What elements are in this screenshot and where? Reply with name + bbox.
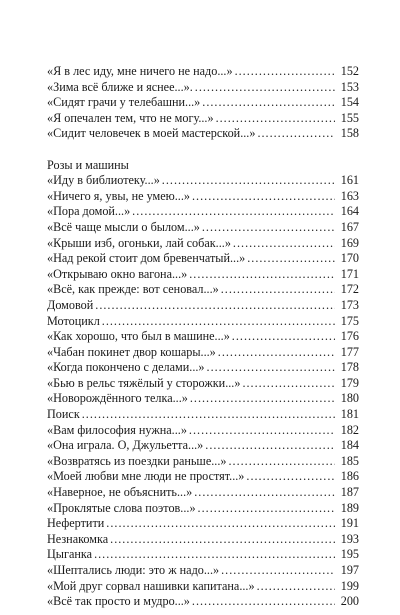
toc-entry-page: 191	[340, 516, 359, 531]
toc-entry	[47, 189, 359, 205]
toc-entry-title: Нефертити	[47, 516, 105, 531]
toc-entry-page: 167	[340, 219, 359, 234]
toc-entry-page: 187	[340, 485, 359, 500]
dot-leader	[106, 516, 335, 532]
toc-entry-title: «Она играла. О, Джульетта...»	[47, 438, 204, 453]
toc-entry-page: 153	[340, 79, 359, 94]
toc-entry-title: «Я в лес иду, мне ничего не надо...»	[47, 64, 233, 78]
dot-leader	[257, 126, 335, 142]
toc-entry	[47, 204, 359, 220]
toc-entry	[47, 236, 359, 252]
toc-entry-title: Цыганка	[47, 547, 93, 562]
toc-entry-page: 158	[340, 126, 359, 141]
toc-entry-title: «Наверное, не объяснить...»	[47, 485, 193, 500]
toc-entry	[47, 407, 359, 423]
toc-entry-title: «Вам философия нужна...»	[47, 422, 187, 437]
dot-leader	[205, 438, 335, 454]
dot-leader	[132, 204, 335, 220]
toc-entry	[47, 391, 359, 407]
toc-entry-title: «Крыши изб, огоньки, лай собак...»	[47, 235, 231, 250]
toc-entry-title: «Пора домой...»	[47, 204, 131, 219]
dot-leader	[257, 579, 335, 595]
section-title: Розы и машины	[47, 157, 129, 172]
toc-entry	[47, 95, 359, 111]
dot-leader	[246, 469, 335, 485]
dot-leader	[82, 407, 335, 423]
toc-entry-page: 173	[340, 297, 359, 312]
toc-entry	[47, 64, 359, 80]
toc-entry-title: «Шептались люди: это ж надо...»	[47, 563, 220, 577]
toc-entry-page: 180	[340, 391, 359, 406]
toc-entry-page: 169	[340, 235, 359, 250]
dot-leader	[192, 594, 335, 610]
dot-leader	[218, 345, 335, 361]
toc-entry-page: 200	[340, 594, 359, 609]
toc-entry	[47, 438, 359, 454]
dot-leader	[221, 563, 335, 579]
toc-entry-title: «Сидит человечек в моей мастерской...»	[47, 126, 256, 141]
dot-leader	[221, 282, 335, 298]
dot-leader	[202, 95, 335, 111]
toc-entry-page: 154	[340, 95, 359, 110]
toc-entry-title: «Иду в библиотеку...»	[47, 173, 160, 188]
dot-leader	[207, 360, 335, 376]
dot-leader	[216, 111, 335, 127]
toc-entry-page: 170	[340, 251, 359, 266]
toc-entry-title: «Всё так просто и мудро...»	[47, 594, 190, 609]
toc-entry-title: «Новорождённого телка...»	[47, 391, 188, 406]
toc-entry-page: 171	[340, 266, 359, 281]
toc-entry-title: «Я опечален тем, что не могу...»	[47, 110, 214, 125]
dot-leader	[202, 220, 335, 236]
toc-entry	[47, 298, 359, 314]
dot-leader	[162, 173, 335, 189]
toc-entry-page: 161	[340, 173, 359, 188]
dot-leader	[189, 267, 335, 283]
toc-entry-page: 193	[340, 531, 359, 546]
toc-entry-page: 164	[340, 204, 359, 219]
dot-leader	[228, 454, 335, 470]
dot-leader	[195, 80, 335, 96]
dot-leader	[198, 501, 335, 517]
dot-leader	[190, 391, 335, 407]
toc-entry	[47, 360, 359, 376]
dot-leader	[192, 189, 335, 205]
toc-entry	[47, 111, 359, 127]
toc-entry-page: 181	[340, 407, 359, 422]
toc-entry	[47, 454, 359, 470]
toc-entry-title: «Бью в рельс тяжёлый у сторожки...»	[47, 375, 241, 390]
toc-entry-page: 152	[340, 64, 359, 78]
toc-entry-page: 177	[340, 344, 359, 359]
dot-leader	[95, 298, 335, 314]
toc-entry	[47, 485, 359, 501]
toc-entry	[47, 173, 359, 189]
toc-entry	[47, 220, 359, 236]
dot-leader	[189, 423, 335, 439]
toc-entry-title: «Когда покончено с делами...»	[47, 360, 205, 375]
toc-entry-page: 163	[340, 188, 359, 203]
toc-entry-page: 185	[340, 453, 359, 468]
dot-leader	[232, 329, 335, 345]
dot-leader	[110, 532, 335, 548]
toc-entry-title: «Чабан покинет двор кошары...»	[47, 344, 216, 359]
toc-entry-page: 176	[340, 329, 359, 344]
toc-entry	[47, 501, 359, 517]
toc-group-1	[47, 64, 359, 142]
dot-leader	[94, 547, 335, 563]
table-of-contents	[47, 64, 359, 610]
toc-entry	[47, 267, 359, 283]
toc-entry-title: «Всё, как прежде: вот сеновал...»	[47, 282, 219, 297]
toc-entry-page: 184	[340, 438, 359, 453]
toc-entry-title: Мотоцикл	[47, 313, 100, 328]
toc-entry-title: Домовой	[47, 297, 94, 312]
toc-entry	[47, 547, 359, 563]
toc-entry	[47, 516, 359, 532]
dot-leader	[194, 485, 335, 501]
toc-entry	[47, 579, 359, 595]
toc-entry	[47, 594, 359, 610]
toc-entry-title: «Мой друг сорвал нашивки капитана...»	[47, 578, 255, 593]
toc-entry-title: «Открываю окно вагона...»	[47, 266, 188, 281]
toc-entry-title: «Сидят грачи у телебашни...»	[47, 95, 201, 110]
toc-entry	[47, 423, 359, 439]
toc-entry-page: 178	[340, 360, 359, 375]
toc-entry	[47, 251, 359, 267]
dot-leader	[235, 64, 335, 80]
toc-entry	[47, 282, 359, 298]
toc-entry	[47, 532, 359, 548]
toc-entry-page: 189	[340, 500, 359, 515]
toc-entry	[47, 329, 359, 345]
dot-leader	[102, 314, 335, 330]
toc-entry-page: 197	[340, 563, 359, 577]
toc-entry-page: 195	[340, 547, 359, 562]
toc-entry-title: «Как хорошо, что был в машине...»	[47, 329, 230, 344]
toc-entry-title: «Всё чаще мысли о былом...»	[47, 219, 200, 234]
toc-entry	[47, 563, 359, 579]
toc-entry	[47, 376, 359, 392]
toc-entry-page: 182	[340, 422, 359, 437]
toc-entry-title: «Над рекой стоит дом бревенчатый...»	[47, 251, 246, 266]
toc-entry-title: «Ничего я, увы, не умею...»	[47, 188, 190, 203]
dot-leader	[242, 376, 335, 392]
toc-entry	[47, 314, 359, 330]
toc-entry-title: Незнакомка	[47, 531, 109, 546]
toc-entry-page: 155	[340, 110, 359, 125]
toc-entry-title: «Зима всё ближе и яснее...».	[47, 79, 193, 94]
toc-entry-page: 179	[340, 375, 359, 390]
toc-entry	[47, 126, 359, 142]
toc-entry	[47, 469, 359, 485]
toc-entry-page: 186	[340, 469, 359, 484]
dot-leader	[247, 251, 335, 267]
toc-entry	[47, 80, 359, 96]
toc-entry-page: 172	[340, 282, 359, 297]
toc-entry-title: «Проклятые слова поэтов...»	[47, 500, 196, 515]
toc-entry-page: 175	[340, 313, 359, 328]
toc-group-2	[47, 173, 359, 610]
toc-entry-title: Поиск	[47, 407, 80, 422]
toc-entry-title: «Моей любви мне люди не простят...»	[47, 469, 245, 484]
dot-leader	[233, 236, 335, 252]
toc-entry-page: 199	[340, 578, 359, 593]
toc-entry-title: «Возвратясь из поездки раньше...»	[47, 453, 227, 468]
toc-entry	[47, 345, 359, 361]
